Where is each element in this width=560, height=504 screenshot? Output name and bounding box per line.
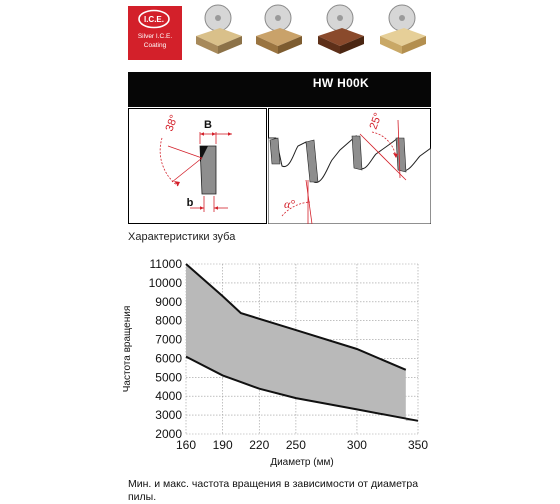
header-bar: [128, 72, 431, 107]
x-tick-label: 220: [249, 438, 270, 452]
ice-ring-icon: [137, 9, 171, 29]
y-tick-label: 4000: [155, 389, 182, 404]
x-tick-label: 250: [285, 438, 306, 452]
x-tick-label: 160: [175, 438, 197, 452]
y-tick-label: 6000: [155, 351, 182, 366]
speed-range-band: [186, 264, 418, 421]
logo-line-2: Coating: [143, 42, 167, 49]
y-tick-label: 5000: [155, 370, 182, 385]
material-sample-laminate: [314, 4, 366, 56]
logo-line-1: Silver I.C.E.: [137, 33, 173, 40]
x-tick-label: 350: [407, 438, 429, 452]
y-tick-label: 3000: [155, 408, 182, 423]
hook-angle-diagram: [268, 108, 431, 224]
y-tick-label: 7000: [155, 332, 182, 347]
x-axis-label: Диаметр (мм): [270, 457, 334, 468]
tooth-caption: Характеристики зуба: [128, 231, 236, 243]
hook-angle-label: α°: [284, 197, 296, 211]
bevel-angle-label: 38°: [163, 113, 181, 134]
header-title: HW H00K: [312, 76, 369, 90]
chart-caption: Мин. и макс. частота вращения в зависимости от диаметра пилы.: [128, 478, 419, 503]
y-tick-label: 8000: [155, 313, 182, 328]
x-tick-label: 300: [346, 438, 367, 452]
clearance-angle-label: 25°: [367, 111, 385, 132]
material-sample-wood: [252, 4, 304, 56]
ice-logo: [128, 6, 182, 60]
material-sample-chipboard: [192, 4, 244, 56]
y-tick-label: 2000: [155, 427, 182, 441]
logo-title: I.C.E.: [143, 15, 165, 24]
tooth-profile-diagram: [128, 108, 267, 224]
width-label: B: [204, 119, 212, 131]
y-tick-label: 9000: [155, 294, 182, 309]
y-tick-label: 10000: [148, 275, 182, 290]
y-axis-label: Частота вращения: [122, 305, 133, 393]
material-sample-plywood: [376, 4, 428, 56]
body-label: b: [186, 197, 194, 209]
rotation-speed-chart: [118, 250, 430, 472]
y-tick-label: 11000: [149, 257, 182, 271]
x-tick-label: 190: [212, 438, 233, 452]
